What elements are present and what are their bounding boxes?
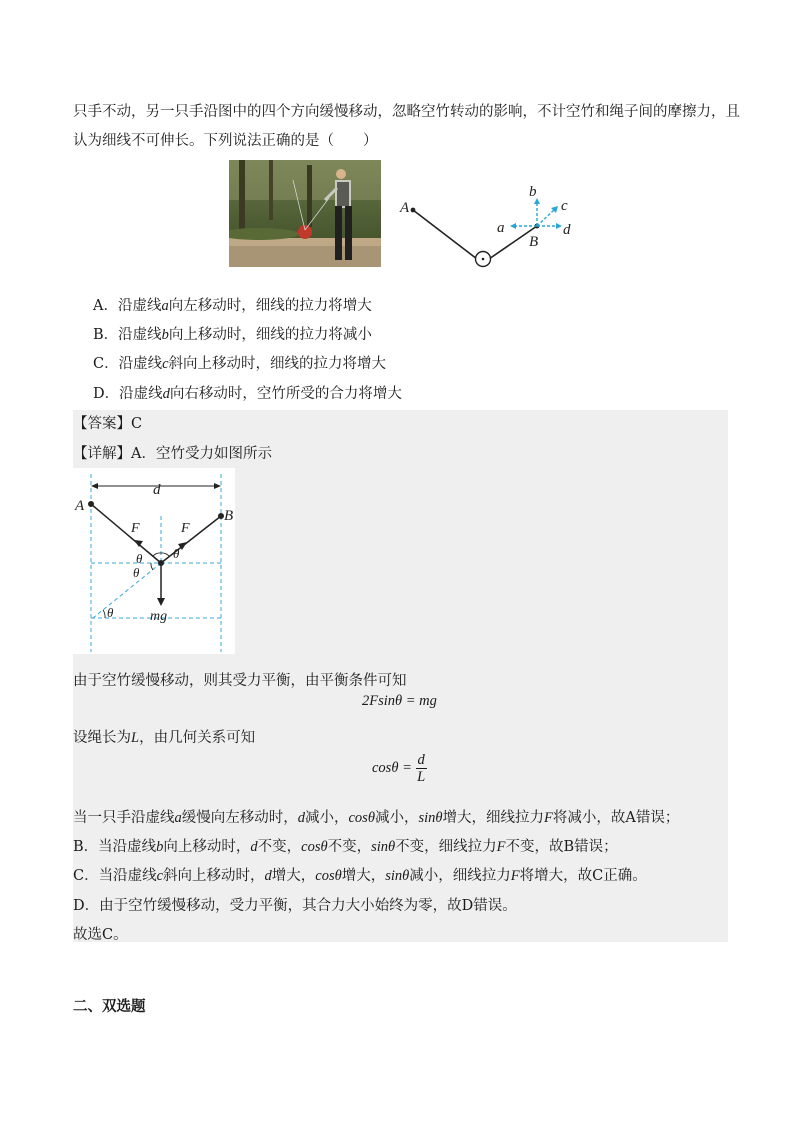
label-B-point: B <box>224 508 234 524</box>
explanation-p2: 设绳长为L，由几何关系可知 <box>73 730 256 746</box>
equation-1: 2Fsinθ = mg <box>362 693 437 709</box>
label-mg: mg <box>150 609 168 624</box>
label-a: a <box>497 220 505 236</box>
option-a: A．沿虚线a向左移动时，细线的拉力将增大 <box>93 298 372 314</box>
label-theta-upper-left: θ <box>136 551 143 566</box>
section-title: 二、双选题 <box>73 998 146 1015</box>
label-F-right: F <box>181 521 190 536</box>
label-A-point: A <box>75 498 85 514</box>
label-b: b <box>529 184 537 200</box>
explanation-p1: 由于空竹缓慢移动，则其受力平衡，由平衡条件可知 <box>73 673 407 689</box>
question-line-1: 只手不动，另一只手沿图中的四个方向缓慢移动，忽略空竹转动的影响，不计空竹和绳子间的摩擦力，且 <box>73 104 740 120</box>
label-theta-bottom: θ <box>107 605 114 620</box>
rope-diagram <box>395 180 595 275</box>
label-F-left: F <box>131 521 140 536</box>
detail-line: 【详解】A．空竹受力如图所示 <box>73 446 272 462</box>
label-A: A <box>400 200 410 216</box>
label-B: B <box>529 234 539 250</box>
label-d: d <box>563 222 571 238</box>
explanation-row-1: 当一只手沿虚线a缓慢向左移动时，d减小，cosθ减小，sinθ增大，细线拉力F将减小，故A错误； <box>73 810 680 826</box>
force-diagram <box>73 468 235 654</box>
label-theta-upper-right: θ <box>173 546 180 561</box>
label-c: c <box>561 198 568 214</box>
diabolo-photo <box>229 160 381 267</box>
explanation-row-4: D．由于空竹缓慢移动，受力平衡，其合力大小始终为零，故D错误。 <box>73 898 517 914</box>
explanation-row-2: B．当沿虚线b向上移动时，d不变，cosθ不变，sinθ不变，细线拉力F不变，故B错误； <box>73 839 618 855</box>
option-b: B．沿虚线b向上移动时，细线的拉力将减小 <box>93 327 372 343</box>
explanation-row-5: 故选C。 <box>73 927 128 943</box>
label-d-width: d <box>153 482 161 498</box>
label-theta-lower: θ <box>133 565 140 580</box>
question-line-2: 认为细线不可伸长。下列说法正确的是（ ） <box>73 133 378 149</box>
option-c: C．沿虚线c斜向上移动时，细线的拉力将增大 <box>93 356 387 372</box>
equation-2: cosθ = $\frac{d}{L}$ <box>372 752 426 785</box>
option-d: D．沿虚线d向右移动时，空竹所受的合力将增大 <box>93 386 402 402</box>
answer-line: 【答案】C <box>73 416 143 432</box>
explanation-row-3: C．当沿虚线c斜向上移动时，d增大，cosθ增大，sinθ减小，细线拉力F将增大，故C正确。 <box>73 868 647 884</box>
